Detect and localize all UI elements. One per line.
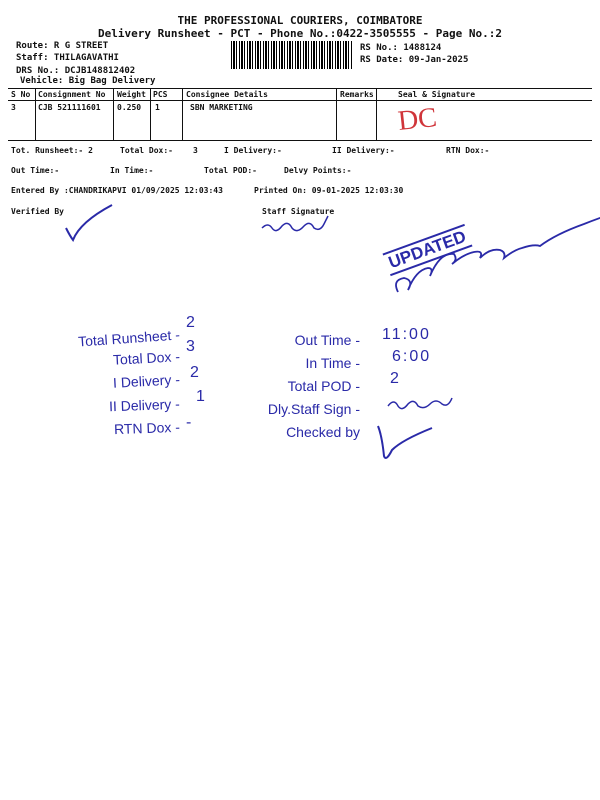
ii-delivery: II Delivery:-: [332, 146, 395, 155]
staff-signature-label: Staff Signature: [262, 207, 335, 216]
row-weight: 0.250: [117, 103, 142, 112]
hw-i-delivery-value: 2: [190, 364, 201, 381]
col-sno: S No: [11, 90, 31, 99]
col-seal: Seal & Signature: [398, 90, 476, 99]
total-dox-label: Total Dox:-: [120, 146, 173, 155]
updated-stamp: UPDATED: [383, 224, 473, 276]
col-weight: Weight: [117, 90, 146, 99]
col-pcs: PCS: [153, 90, 168, 99]
row-consignee: SBN MARKETING: [190, 103, 253, 112]
hw-rtn-dox-value: -: [186, 414, 194, 431]
verified-by: Verified By: [11, 207, 64, 216]
rs-number: RS No.: 1488124: [360, 43, 442, 53]
company-name: THE PROFESSIONAL COURIERS, COIMBATORE: [177, 14, 423, 27]
row-pcs: 1: [155, 103, 160, 112]
hw-total-runsheet-value: 2: [186, 314, 197, 331]
staff: Staff: THILAGAVATHI: [16, 53, 119, 63]
row-sno: 3: [11, 103, 16, 112]
vehicle: Vehicle: Big Bag Delivery: [20, 76, 156, 86]
hw-total-runsheet: Total Runsheet -: [77, 326, 181, 350]
col-remarks: Remarks: [340, 90, 374, 99]
entered-by: Entered By :CHANDRIKAPVI 01/09/2025 12:03:43: [11, 186, 223, 195]
hw-out-time: Out Time -: [294, 332, 360, 348]
hw-rtn-dox: RTN Dox -: [113, 418, 181, 438]
hw-dly-staff-sign: Dly.Staff Sign -: [267, 401, 360, 417]
col-consignment: Consignment No: [38, 90, 106, 99]
out-time: Out Time:-: [11, 166, 60, 175]
total-pod: Total POD:-: [204, 166, 257, 175]
delvy-points: Delvy Points:-: [284, 166, 352, 175]
drs-number: DRS No.: DCJB148812402: [16, 66, 136, 76]
hw-ii-delivery: II Delivery -: [108, 395, 181, 415]
route: Route: R G STREET: [16, 41, 109, 51]
hw-in-time: In Time -: [305, 355, 360, 371]
hw-in-time-value: 6:00: [392, 348, 432, 365]
hw-checked-by: Checked by: [286, 424, 360, 440]
tot-runsheet: Tot. Runsheet:- 2: [11, 146, 93, 155]
row-consignment: CJB 521111601: [38, 103, 101, 112]
total-dox-value: 3: [193, 146, 198, 155]
hw-total-pod-value: 2: [390, 370, 401, 387]
rs-date: RS Date: 09-Jan-2025: [360, 55, 469, 65]
seal-mark: DC: [396, 102, 439, 137]
runsheet-subtitle: Delivery Runsheet - PCT - Phone No.:0422-3505555 - Page No.:2: [98, 27, 502, 40]
hw-total-dox: Total Dox -: [112, 348, 181, 368]
hw-total-dox-value: 3: [186, 338, 197, 355]
hw-total-pod: Total POD -: [287, 378, 360, 394]
rtn-dox: RTN Dox:-: [446, 146, 490, 155]
hw-i-delivery: I Delivery -: [112, 371, 181, 391]
col-consignee: Consignee Details: [186, 90, 268, 99]
printed-on: Printed On: 09-01-2025 12:03:30: [254, 186, 404, 195]
hw-out-time-value: 11:00: [382, 326, 431, 343]
hw-ii-delivery-value: 1: [196, 388, 207, 405]
in-time: In Time:-: [110, 166, 154, 175]
i-delivery: I Delivery:-: [224, 146, 282, 155]
